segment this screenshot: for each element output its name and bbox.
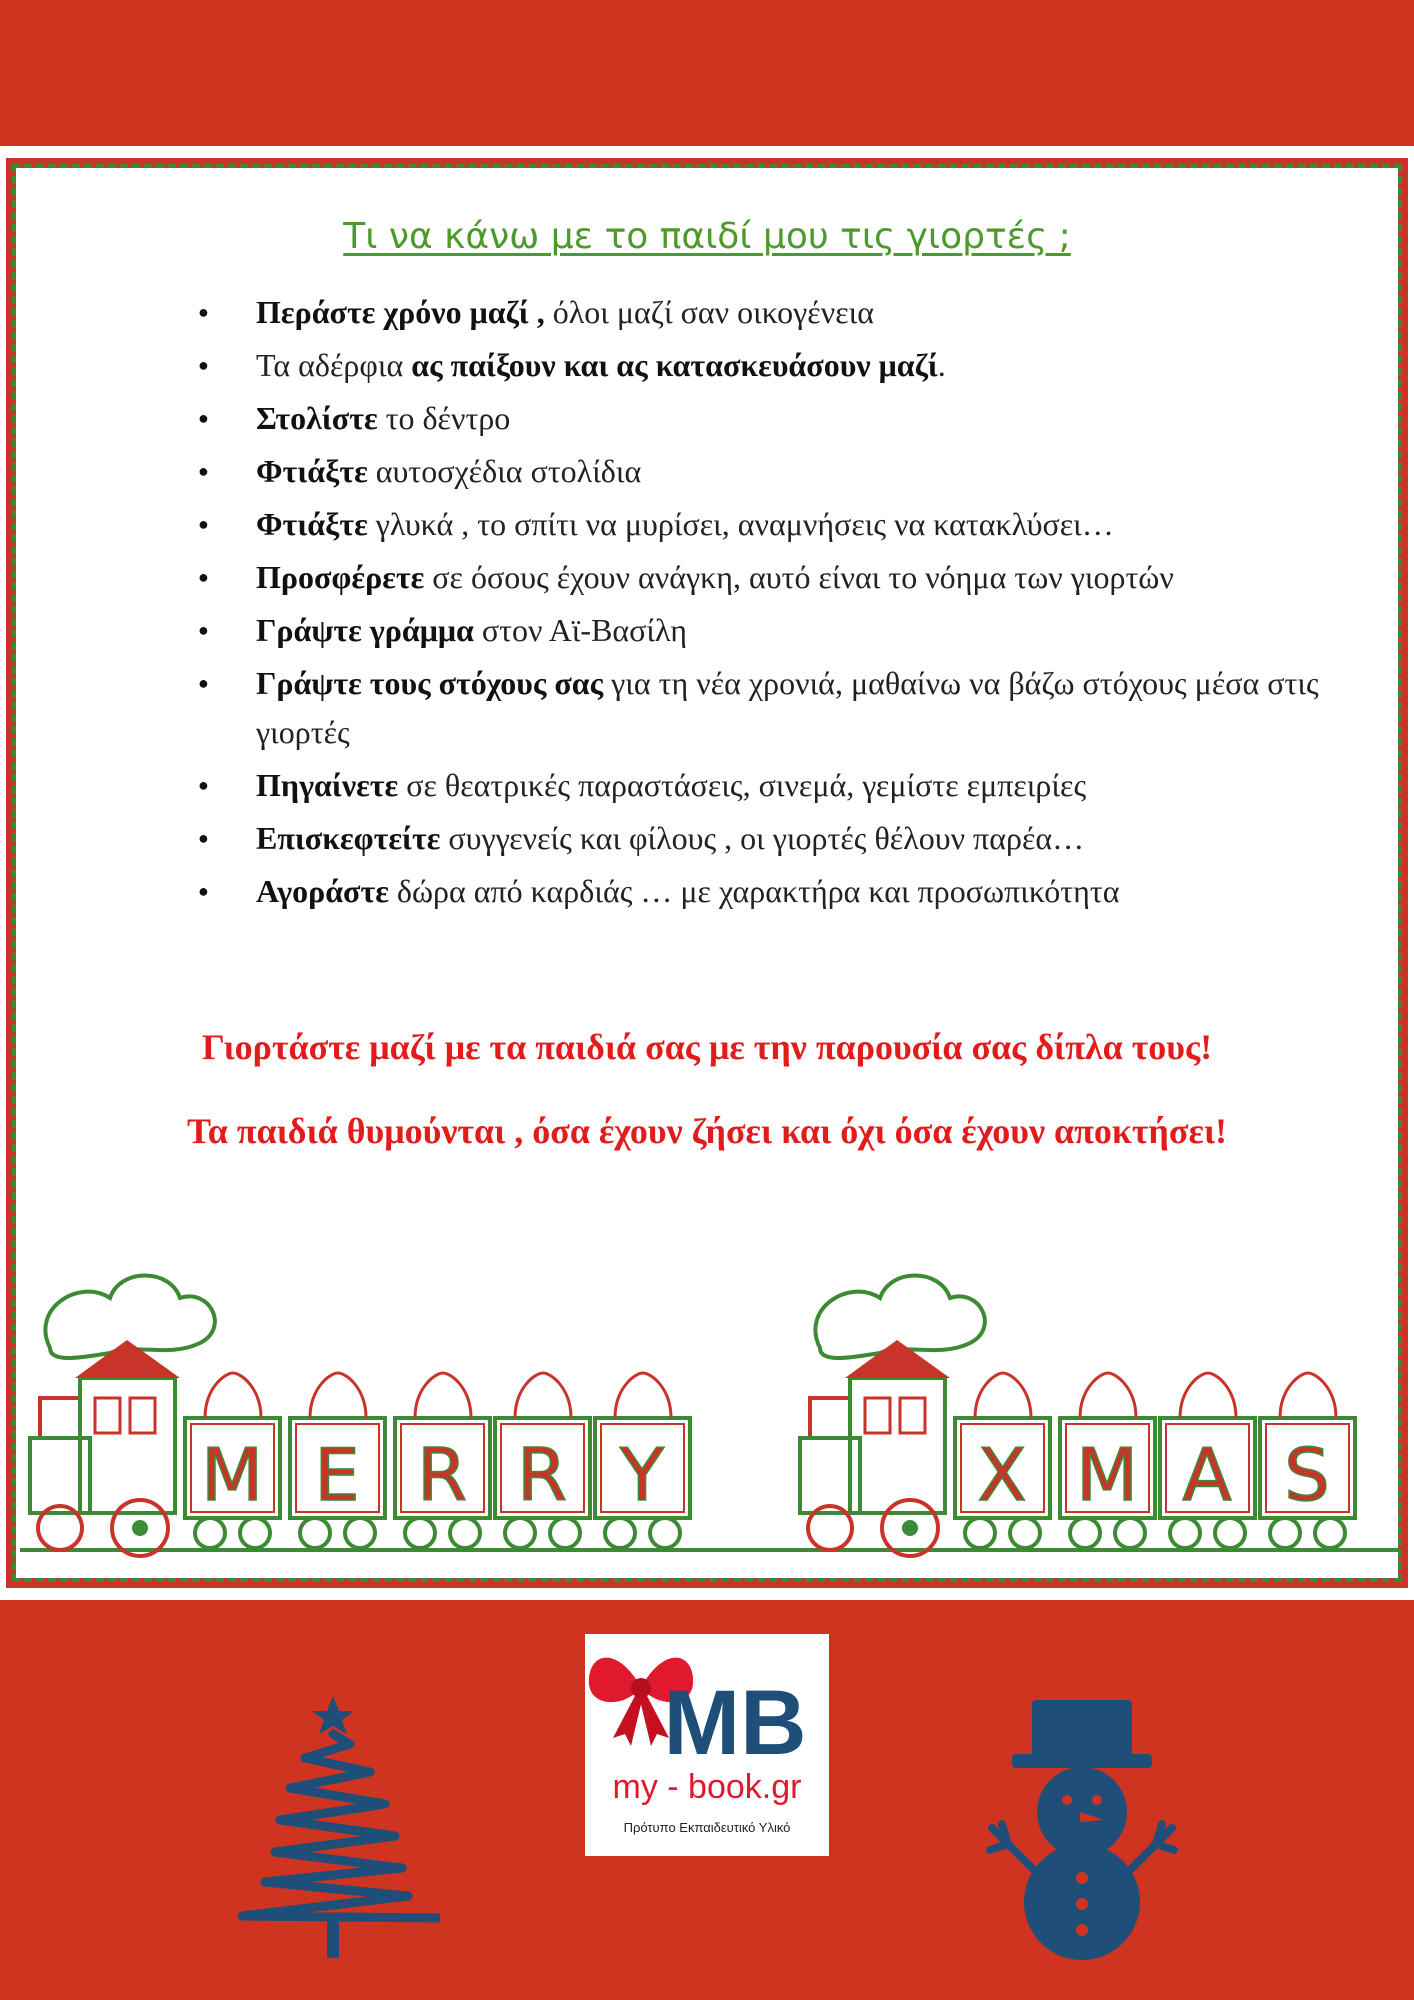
tip-item <box>256 394 1406 443</box>
train-letter: E <box>314 1433 360 1517</box>
page-title: Τι να κάνω με το παιδί μου τις γιορτές ; <box>343 216 1071 257</box>
tip-text: για τη νέα χρονιά, μαθαίνω να βάζω στόχους μέσα στις γιορτές <box>256 665 1319 750</box>
tips-list <box>176 288 1406 920</box>
tip-text: αυτοσχέδια στολίδια <box>367 453 642 489</box>
message-celebrate: Γιορτάστε μαζί με τα παιδιά σας με την παρουσία σας δίπλα τους! <box>201 1027 1213 1067</box>
train-car <box>1060 1373 1155 1548</box>
train-letter: M <box>200 1433 264 1517</box>
tip-emphasis: Πηγαίνετε <box>256 767 399 803</box>
tip-item <box>256 761 1406 810</box>
train-letter: S <box>1284 1433 1330 1517</box>
tip-emphasis: Γράψτε γράμμα <box>256 612 474 648</box>
tip-text: σε θεατρικές παραστάσεις, σινεμά, γεμίστε εμπειρίες <box>398 767 1087 803</box>
tip-text: . <box>937 347 946 383</box>
tip-text: Τα αδέρφια <box>256 347 412 383</box>
my-book-logo[interactable] <box>585 1634 829 1856</box>
tip-text: σε όσους έχουν ανάγκη, αυτό είναι το νόημα των γιορτών <box>424 559 1174 595</box>
train-letter: M <box>1075 1433 1139 1517</box>
tip-emphasis: Γράψτε τους στόχους σας <box>256 665 604 701</box>
train-car <box>595 1373 690 1548</box>
bow-icon <box>585 1634 829 1768</box>
content-frame <box>6 158 1408 1588</box>
tip-item <box>256 447 1406 496</box>
tip-emphasis: Προσφέρετε <box>256 559 425 595</box>
tip-emphasis: Αγοράστε <box>256 873 389 909</box>
train-car <box>495 1373 590 1548</box>
tip-item <box>256 288 1406 337</box>
top-band <box>0 0 1414 146</box>
tip-text: όλοι μαζί σαν οικογένεια <box>544 294 874 330</box>
snowman-icon <box>972 1700 1192 1960</box>
svg-text:MB: MB <box>663 1672 807 1768</box>
logo-tagline: Πρότυπο Εκπαιδευτικό Υλικό <box>623 1820 791 1835</box>
train-letter: Y <box>620 1433 664 1517</box>
tip-text: συγγενείς και φίλους , οι γιορτές θέλουν παρέα… <box>440 820 1085 856</box>
tip-text: στον Αϊ-Βασίλη <box>473 612 687 648</box>
tip-item <box>256 500 1406 549</box>
train-car <box>1160 1373 1255 1548</box>
tip-item <box>256 341 1406 390</box>
tip-emphasis: Περάστε χρόνο μαζί , <box>256 294 545 330</box>
tip-item <box>256 659 1406 757</box>
train-letter: R <box>516 1433 568 1517</box>
message-remember: Τα παιδιά θυμούνται , όσα έχουν ζήσει και όχι όσα έχουν αποκτήσει! <box>187 1111 1227 1151</box>
train-car <box>1260 1373 1355 1548</box>
tip-emphasis: Επισκεφτείτε <box>256 820 441 856</box>
tip-emphasis: Φτιάξτε <box>256 506 368 542</box>
tip-emphasis: Φτιάξτε <box>256 453 368 489</box>
train-letter: X <box>977 1433 1027 1517</box>
train-letter: A <box>1182 1433 1232 1517</box>
merry-xmas-train <box>20 1228 1400 1583</box>
tip-item <box>256 814 1406 863</box>
tip-text: γλυκά , το σπίτι να μυρίσει, αναμνήσεις να κατακλύσει… <box>367 506 1114 542</box>
tip-text: το δέντρο <box>377 400 511 436</box>
tip-text: δώρα από καρδιάς … με χαρακτήρα και προσωπικότητα <box>388 873 1120 909</box>
tip-item <box>256 553 1406 602</box>
train-letter: R <box>416 1433 468 1517</box>
tip-emphasis: ας παίξουν και ας κατασκευάσουν μαζί <box>411 347 938 383</box>
christmas-tree-icon <box>230 1696 440 1961</box>
train-car <box>955 1373 1050 1548</box>
tip-item <box>256 606 1406 655</box>
tip-item <box>256 867 1406 916</box>
train-car <box>290 1373 385 1548</box>
train-car <box>395 1373 490 1548</box>
tip-emphasis: Στολίστε <box>256 400 378 436</box>
train-car <box>185 1373 280 1548</box>
logo-name: my - book.gr <box>612 1768 802 1806</box>
